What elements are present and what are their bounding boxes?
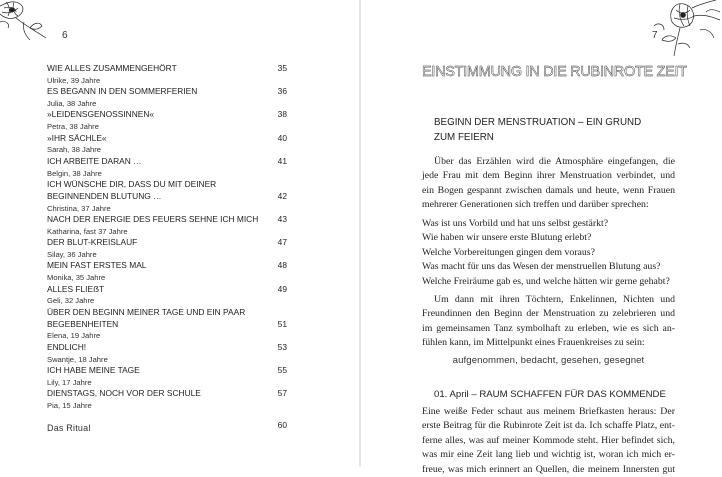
toc-entry-title: »IHR SÄCHLE«: [47, 132, 107, 143]
text-line: Über das Erzählen wird die Atmosphäre eingefangen, die: [434, 156, 675, 167]
toc-entry-page: 53: [277, 341, 287, 352]
toc-entry[interactable]: [47, 284, 289, 307]
question-line: Welche Freiräume gab es, und welche hätten wir gerne gehabt?: [422, 275, 670, 287]
toc-section[interactable]: [47, 418, 289, 432]
toc-entry[interactable]: [47, 86, 289, 109]
text-line: freue, was mich erinnert an Quellen, die meinem Innersten gut: [422, 463, 675, 475]
toc-entry[interactable]: [47, 109, 289, 132]
toc-entry-author: Swantje, 18 Jahre: [47, 354, 108, 364]
toc-entry-page: 47: [277, 237, 287, 248]
toc-entry-title: »LEIDENSGENOSSINNEN«: [47, 109, 155, 120]
toc-entry-title: NACH DER ENERGIE DES FEUERS SEHNE ICH MICH: [47, 214, 259, 225]
text-line: mehrerer Generationen sich treffen und darüber sprechen:: [422, 199, 649, 211]
toc-entry-title: ALLES FLIEẞT: [47, 283, 105, 294]
toc-entry-page: 36: [277, 86, 287, 97]
text-line: was mir eine Zeit lang lieb und wichtig ist, woran ich mich er-: [422, 449, 675, 461]
toc-entry[interactable]: [47, 260, 289, 283]
toc-entry[interactable]: [47, 133, 289, 156]
toc-section-page: 60: [277, 420, 287, 431]
text-line: ferne alles, was auf meiner Kommode steht. Hier befindet sich,: [422, 434, 675, 446]
toc-entry-author: Monika, 35 Jahre: [47, 273, 106, 283]
toc-entry-author: Petra, 38 Jahre: [47, 122, 99, 132]
toc-section-title: Das Ritual: [47, 423, 91, 434]
poppy-flower-right-illustration: [650, 0, 720, 56]
intro-paragraph: [422, 155, 675, 213]
chapter-title: EINSTIMMUNG IN DIE RUBINROTE ZEIT: [422, 64, 687, 80]
question-line: Wie haben wir unsere erste Blutung erlebt?: [422, 232, 592, 244]
right-page: [360, 0, 720, 475]
celebration-paragraph: [422, 293, 675, 351]
toc-entry[interactable]: [47, 156, 289, 179]
poppy-flower-left-illustration: [0, 0, 60, 44]
diary-entry-heading: 01. April – RAUM SCHAFFEN FÜR DAS KOMMENDE: [434, 389, 666, 400]
toc-entry-title: ICH HABE MEINE TAGE: [47, 365, 140, 376]
toc-entry[interactable]: [47, 179, 289, 214]
question-line: Was ist uns Vorbild und hat uns selbst gestärkt?: [422, 218, 609, 229]
toc-entry-title: DIENSTAGS, NOCH VOR DER SCHULE: [47, 388, 201, 399]
toc-entry-page: 48: [277, 260, 287, 271]
text-line: jede Frau mit dem Beginn ihrer Menstruation verbindet, und: [422, 170, 675, 182]
toc-entry-page: 55: [277, 365, 287, 376]
toc-entry[interactable]: [47, 237, 289, 260]
toc-entry-title: ICH ARBEITE DARAN …: [47, 155, 142, 166]
toc-entry[interactable]: [47, 388, 289, 411]
text-line: ein Bogen gespannt zwischen damals und heute, wenn Frauen: [422, 184, 675, 196]
toc-entry-author: Julia, 38 Jahre: [47, 99, 97, 108]
toc-entry-page: 51: [277, 318, 287, 329]
toc-entry-author: Christina, 37 Jahre: [47, 203, 111, 213]
toc-entry-page: 40: [277, 132, 287, 143]
toc-entry-author: Katharina, fast 37 Jahre: [47, 226, 128, 236]
toc-entry-author: Geli, 32 Jahre: [47, 296, 95, 306]
text-line: Eine weiße Feder schaut aus meinem Briefkasten heraus: Der: [422, 406, 675, 417]
toc-entry-title: ES BEGANN IN DEN SOMMERFERIEN: [47, 86, 198, 97]
section-heading: BEGINN DER MENSTRUATION – EIN GRUND ZUM FEIERN: [434, 117, 642, 143]
table-of-contents: [47, 63, 289, 432]
toc-entry-page: 49: [277, 283, 287, 294]
left-page: [0, 0, 360, 467]
toc-entry-title: DER BLUT-KREISLAUF: [47, 237, 138, 248]
text-line: fühlen kann, im Mittelpunkt eines Frauenkreises zu sein:: [422, 337, 645, 349]
toc-entry-author: Lily, 17 Jahre: [47, 377, 92, 387]
toc-entry-page: 41: [277, 155, 287, 166]
text-line: Freundinnen den Beginn der Menstruation zu zelebrieren und: [422, 308, 675, 320]
text-line: erste Beitrag für die Rubinrote Zeit ist da. Ich schaffe Platz, ent-: [422, 420, 675, 432]
toc-entry-title: ENDLICH!: [47, 341, 87, 352]
question-line: Was macht für uns das Wesen der menstruellen Blutung aus?: [422, 261, 661, 273]
toc-entry-page: 57: [277, 388, 287, 399]
toc-entry-author: Elena, 19 Jahre: [47, 331, 101, 341]
text-line: Um dann mit ihren Töchtern, Enkelinnen, Nichten und: [434, 294, 675, 305]
toc-entry-title: ICH WÜNSCHE DIR, DASS DU MIT DEINER BEGINNENDEN BLUTUNG …: [47, 179, 217, 201]
toc-entry-title: MEIN FAST ERSTES MAL: [47, 260, 147, 271]
page-number: 6: [62, 30, 68, 41]
toc-entry[interactable]: [47, 342, 289, 365]
toc-entry-page: 35: [277, 63, 287, 73]
toc-entry-page: 38: [277, 109, 287, 120]
motto-line: aufgenommen, bedacht, gesehen, gesegnet: [452, 355, 645, 366]
question-list: [422, 217, 675, 289]
toc-entry-title: ÜBER DEN BEGINN MEINER TAGE UND EIN PAAR BEGEBENHEITEN: [47, 306, 246, 329]
toc-entry-author: Ulrike, 39 Jahre: [47, 75, 101, 85]
toc-entry-author: Sarah, 38 Jahre: [47, 145, 102, 155]
toc-entry[interactable]: [47, 365, 289, 388]
toc-entry[interactable]: [47, 63, 289, 86]
toc-entry-page: 43: [277, 214, 287, 225]
toc-entry[interactable]: [47, 214, 289, 237]
page-number: 7: [652, 30, 658, 41]
toc-entry-page: 42: [277, 190, 287, 201]
question-line: Welche Vorbereitungen gingen dem voraus?: [422, 246, 595, 258]
toc-entry[interactable]: [47, 307, 289, 342]
toc-entry-author: Belgin, 38 Jahre: [47, 168, 102, 178]
text-line: im gemeinsamen Tanz symbolhaft zu erleben, wie es sich an-: [422, 322, 675, 334]
diary-entry-paragraph: [422, 405, 675, 477]
toc-entry-title: WIE ALLES ZUSAMMENGEHÖRT: [47, 63, 177, 73]
toc-entry-author: Pia, 15 Jahre: [47, 401, 92, 411]
toc-entry-author: Silay, 36 Jahre: [47, 250, 97, 260]
